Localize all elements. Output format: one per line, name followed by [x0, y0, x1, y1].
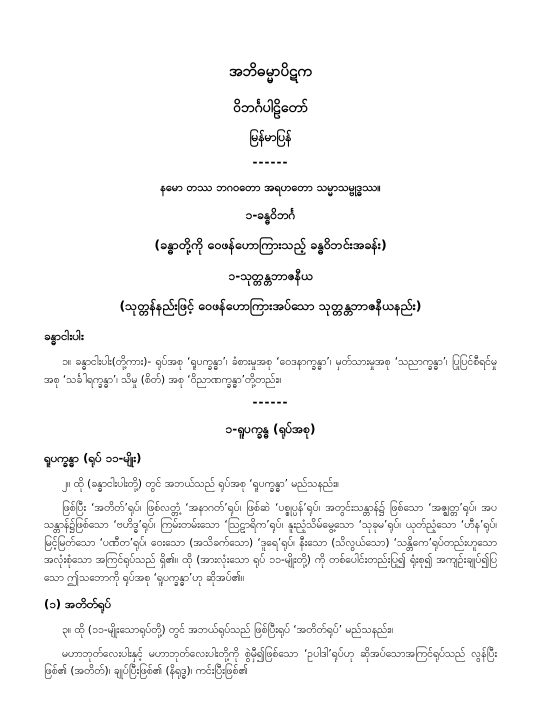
section-subheading: (သုတ္တန်နည်းဖြင့် ဝေဖန်ဟောကြားအပ်သော သုတ္တန္တဘာဇနီယနည်း)	[119, 298, 422, 313]
paragraph-2: ၂။ ထို (ခန္ဓာငါးပါးတို့) တွင် အဘယ်သည် ရုပ်အစု ‘ရူပက္ခန္ဓာ’ မည်သနည်း။	[62, 478, 339, 490]
document-subtitle: ဝိဘင်္ဂပါဠိတော်	[233, 100, 308, 116]
section-rupa-heading: ၁-ရူပက္ခန္ဓ (ရုပ်အစု)	[225, 422, 316, 436]
divider-dashes-2: ------	[252, 395, 289, 409]
paragraph-4: ၃။ ထို (၁၁-မျိုးသောရုပ်တို့) တွင် အဘယ်ရုပ်သည် ဖြစ်ပြီးရုပ် ‘အတိတ်ရုပ်’ မည်သနည်း။	[62, 624, 394, 636]
paragraph-1: ၁။ ခန္ဓာငါးပါး(တို့ကား)- ရုပ်အစု ‘ရူပက္ခန္ဓာ’၊ ခံစားမှုအစု ‘ဝေဒနာက္ခန္ဓာ’၊ မှတ်သားမှုအစု ‘သညာက္ခန္ဓာ’၊ ပြုပြင်စီရင်မှုအစု ‘သင်္ခါရက္ခန္ဓာ’၊ သိမှု (စိတ်) အစု ‘ဝိညာဏက္ခန္ဓာ’တို့တည်း။	[44, 356, 497, 386]
homage-line: နမော တဿ ဘဂဝတော အရဟတော သမ္မာသမ္ဗုဒ္ဓဿ။	[160, 181, 381, 194]
heading-rupa: ရူပက္ခန္ဓာ (ရုပ် ၁၁-မျိုး)	[44, 451, 142, 465]
heading-five-aggregates: ခန္ဓာငါးပါး	[44, 329, 84, 343]
translation-label: မြန်မာပြန်	[249, 130, 292, 144]
chapter-heading: ၁-ခန္ဓဝိဘင်္ဂ	[245, 208, 296, 222]
chapter-subheading: (ခန္ဓာတို့ကို ဝေဖန်ဟောကြားသည့် ခန္ဓဝိဘင်းအခန်း)	[154, 237, 387, 252]
document-title: အဘိဓမ္မာပိဋက	[229, 62, 312, 80]
section-heading: ၁-သုတ္တန္တဘာဇနီယ	[228, 269, 313, 283]
heading-past-matter: (၁) အတိတ်ရုပ်	[44, 597, 112, 611]
paragraph-3: ဖြစ်ပြီး ‘အတိတ်’ရုပ်၊ ဖြစ်လတ္တံ့ ‘အနာဂတ်’ရုပ်၊ ဖြစ်ဆဲ ‘ပစ္စုပ္ပန်’ရုပ်၊ အတွင်းသန္တာန်၌ ဖြစ်သော ‘အဇ္ဈတ္တ’ရုပ်၊ အပသန္တာန်၌ဖြစ်သော ‘ဗဟိဒ္ဓ’ရုပ်၊ ကြမ်းတမ်းသော ‘ဩဠာရိက’ရုပ်၊ နူးညံ့သိမ်မွေ့သော ‘သုခုမ’ရုပ်၊ ယုတ်ညံ့သော ‘ဟီန’ရုပ်၊ မြင့်မြတ်သော ‘ပဏီတ’ရုပ်၊ ဝေးသော (အသိခက်သော) ‘ဒူရေ’ရုပ်၊ နီးသော (သိလွယ်သော) ‘သန္တိကေ’ရုပ်တည်းဟူသော အလုံးစုံသော အကြင်ရုပ်သည် ရှိ၏။ ထို (အားလုံးသော ရုပ် ၁၁-မျိုးတို့) ကို တစ်ပေါင်းတည်းပြု၍ ရုံးစု၍ အကျဉ်းချုပ်၍ပြသော ဤသဘောကို ရုပ်အစု ‘ရူပက္ခန္ဓာ’ဟု ဆိုအပ်၏။	[44, 501, 497, 584]
paragraph-5: မဟာဘုတ်လေးပါးနှင့် မဟာဘုတ်လေးပါးတို့ကို စွဲမှီ၍ဖြစ်သော ‘ဥပါဒါ’ရုပ်ဟု ဆိုအပ်သောအကြင်ရုပ်သည် လွန်ပြီးဖြစ်၏ (အတိတ်)၊ ချုပ်ပြီးဖြစ်၏ (နိရုဒ္ဓ)၊ ကင်းပြီးဖြစ်၏	[44, 647, 497, 677]
divider-dashes: ------	[252, 155, 289, 169]
